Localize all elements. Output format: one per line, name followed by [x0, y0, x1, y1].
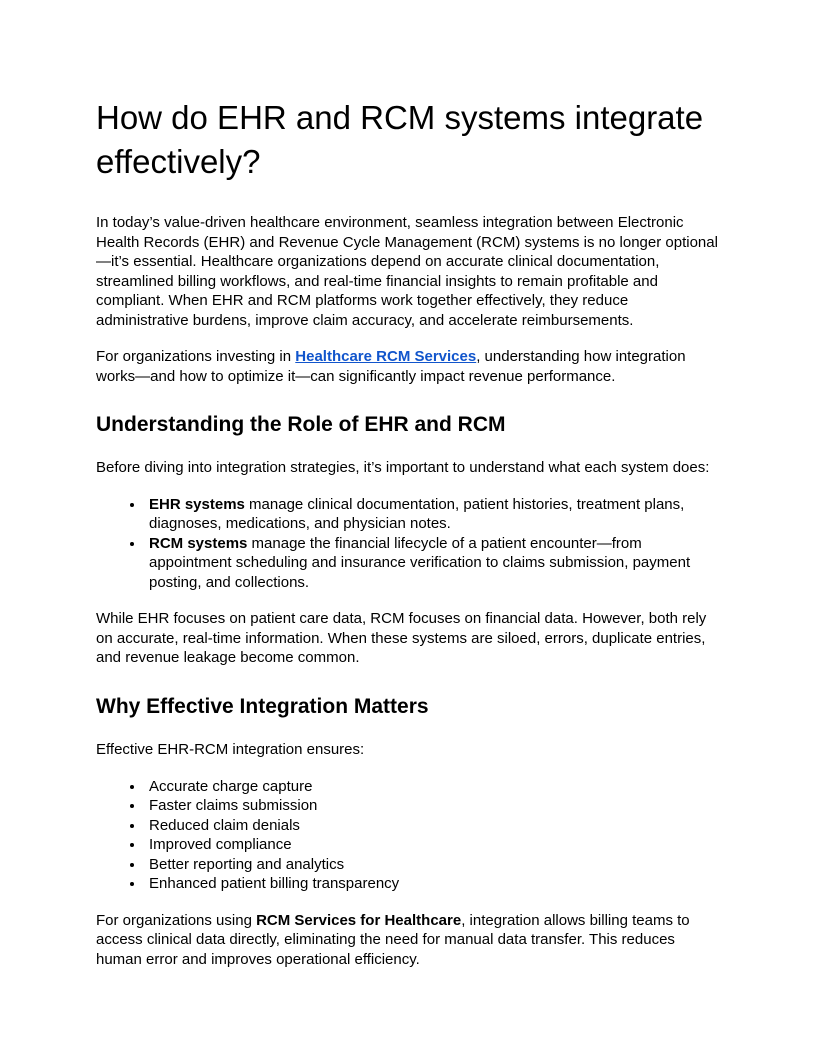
list-item [145, 495, 720, 534]
text-segment-bold: RCM systems [149, 534, 248, 552]
text-segment: Effective EHR-RCM integration ensures: [96, 741, 365, 759]
section1-lead-paragraph [96, 458, 720, 478]
text-segment: , understanding how integration works—and how to optimize it—can significantly impact revenue performance. [96, 348, 686, 385]
section-heading-understanding-role: Understanding the Role of EHR and RCM [96, 413, 506, 437]
healthcare-rcm-services-link[interactable]: Healthcare RCM Services [295, 348, 477, 366]
document-title: How do EHR and RCM systems integrate effectively? [96, 99, 704, 180]
investing-paragraph [96, 347, 720, 386]
text-segment: manage the financial lifecycle of a patient encounter—from appointment scheduling and insurance verification to claims submission, payment posting, and collections. [149, 534, 691, 591]
section-heading-why-integration-matters: Why Effective Integration Matters [96, 694, 429, 718]
section2-lead-paragraph [96, 740, 720, 760]
text-segment-bold: RCM Services for Healthcare [256, 911, 462, 929]
list-item: • Enhanced patient billing transparency [145, 874, 720, 894]
intro-paragraph [96, 213, 720, 330]
section2-closing-paragraph [96, 911, 720, 970]
text-segment: While EHR focuses on patient care data, RCM focuses on financial data. However, both rely on accurate, real-time information. When these systems are siloed, errors, duplicate entries, and revenue leakage become common. [96, 610, 707, 667]
section1-closing-paragraph [96, 609, 720, 668]
list-item: • Accurate charge capture [145, 777, 720, 797]
list-item [145, 534, 720, 593]
list-item: • Improved compliance [145, 835, 720, 855]
list-item: • Reduced claim denials [145, 816, 720, 836]
integration-benefits-list [96, 777, 720, 894]
text-segment-bold: EHR systems [149, 495, 245, 513]
text-segment: For organizations investing in [96, 348, 296, 366]
text-segment: For organizations using [96, 911, 257, 929]
text-segment: manage clinical documentation, patient histories, treatment plans, diagnoses, medications, and physician notes. [149, 495, 685, 533]
ehr-rcm-definitions-list [96, 495, 720, 593]
text-segment: Before diving into integration strategies, it’s important to understand what each system does: [96, 459, 710, 477]
list-item: • Better reporting and analytics [145, 855, 720, 875]
text-segment: , integration allows billing teams to access clinical data directly, eliminating the need for manual data transfer. This reduces human error and improves operational efficiency. [96, 911, 690, 968]
text-segment: In today’s value-driven healthcare environment, seamless integration between Electronic Health Records (EHR) and Revenue Cycle Management (RCM) systems is no longer optional—it’s essential. Healthcare organizations depend on accurate clinical documentation, streamlined billing workflows, and real-time financial insights to remain profitable and compliant. When EHR and RCM platforms work together effectively, they reduce administrative burdens, improve claim accuracy, and accelerate reimbursements. [96, 214, 718, 329]
list-item: • Faster claims submission [145, 796, 720, 816]
